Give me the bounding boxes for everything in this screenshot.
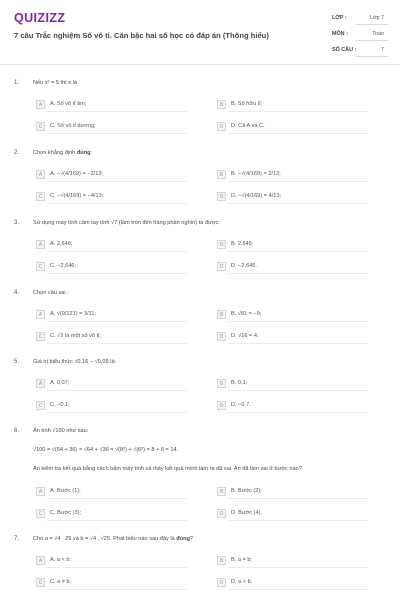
page-header xyxy=(0,0,400,66)
question-number: 1. xyxy=(14,80,20,86)
subject-label: MÔN : xyxy=(332,31,348,37)
option-underline xyxy=(228,133,368,134)
option-letter: C xyxy=(36,332,45,341)
option-underline xyxy=(47,203,187,204)
option-underline xyxy=(47,273,187,274)
option-text: B. 0,1; xyxy=(231,380,248,386)
option-underline xyxy=(228,498,368,499)
option-underline xyxy=(47,390,187,391)
question-text-continued: An kiểm tra kết quả bằng cách bấm máy tính và thấy kết quả mình làm ra đã sai. An đã làm sai ở bước nào? xyxy=(33,466,302,472)
question-text: Chọn câu sai : xyxy=(33,290,69,296)
question-text: An tính √100 như sau: xyxy=(33,428,89,434)
option-underline xyxy=(228,390,368,391)
option-text: A. 2,646; xyxy=(50,241,73,247)
option-letter: B xyxy=(217,310,226,319)
option-underline xyxy=(228,321,368,322)
question-number: 6. xyxy=(14,428,20,434)
option-underline xyxy=(228,111,368,112)
option-letter: A xyxy=(36,487,45,496)
option-text: B. √81 = −9; xyxy=(231,311,262,317)
option-letter: B xyxy=(217,240,226,249)
option-letter: C xyxy=(36,509,45,518)
question-text xyxy=(33,150,92,156)
class-label: LỚP : xyxy=(332,15,347,21)
option-text: D. a > b. xyxy=(231,579,253,585)
option-underline xyxy=(228,589,368,590)
option-text: B. Bước (2); xyxy=(231,488,262,494)
option-letter: C xyxy=(36,262,45,271)
option-text: D. √16 = 4. xyxy=(231,333,259,339)
option-letter: D xyxy=(217,401,226,410)
option-text: C. Bước (3); xyxy=(50,510,82,516)
option-text: B. 2,645; xyxy=(231,241,254,247)
option-letter: D xyxy=(217,122,226,131)
meta-row-subject xyxy=(332,28,388,44)
option-underline xyxy=(47,343,187,344)
meta-box xyxy=(332,12,388,60)
option-underline xyxy=(47,589,187,590)
option-letter: C xyxy=(36,401,45,410)
option-underline xyxy=(47,251,187,252)
option-letter: A xyxy=(36,170,45,179)
option-text: C. √2 là một số vô tỉ; xyxy=(50,333,101,339)
question-text: Sử dụng máy tính cầm tay tính √7 (làm tròn đến hàng phần nghìn) ta được: xyxy=(33,220,220,226)
option-text: A. −√(4/169) = −2/13; xyxy=(50,171,103,177)
option-text: D. −2,645. xyxy=(231,263,257,269)
question-text: Nếu x² = 5 thì x là xyxy=(33,80,77,86)
meta-row-class xyxy=(332,12,388,28)
option-text: C. −√(4/169) = −4/13; xyxy=(50,193,104,199)
option-letter: B xyxy=(217,379,226,388)
option-letter: A xyxy=(36,240,45,249)
option-underline xyxy=(47,567,187,568)
option-letter: A xyxy=(36,556,45,565)
option-underline xyxy=(228,412,368,413)
question-text xyxy=(33,536,193,542)
question-text-prefix: Cho a = √4 . 25 và b = √4 . √25. Phát biểu nào sau đây là xyxy=(33,536,177,542)
option-text: C. a ≠ b; xyxy=(50,579,72,585)
option-letter: C xyxy=(36,122,45,131)
option-underline xyxy=(47,498,187,499)
question-number: 3. xyxy=(14,220,20,226)
question-text-emphasis: đúng xyxy=(76,150,91,156)
question-count-label: SỐ CÂU : xyxy=(332,47,357,53)
option-text: D. Cả A và C. xyxy=(231,123,265,129)
question-text-suffix: ? xyxy=(189,536,194,542)
option-underline xyxy=(228,520,368,521)
question-text: Giá trị biểu thức √0,16 − √0,09 là: xyxy=(33,359,117,365)
option-text: D. Bước (4). xyxy=(231,510,263,516)
question-number: 7. xyxy=(14,536,20,542)
option-underline xyxy=(47,133,187,134)
question-number: 2. xyxy=(14,150,20,156)
option-text: C. Số vô tỉ dương; xyxy=(50,123,96,129)
meta-row-count xyxy=(332,44,388,60)
option-letter: A xyxy=(36,100,45,109)
option-underline xyxy=(228,251,368,252)
option-underline xyxy=(47,181,187,182)
option-underline xyxy=(47,321,187,322)
option-letter: C xyxy=(36,578,45,587)
option-text: D. −√(4/169) = 4/13; xyxy=(231,193,282,199)
option-text: A. Bước (1); xyxy=(50,488,81,494)
option-letter: B xyxy=(217,556,226,565)
option-text: B. Số hữu tỉ; xyxy=(231,101,263,107)
option-underline xyxy=(228,203,368,204)
option-text: B. −√(4/169) = 2/13; xyxy=(231,171,281,177)
option-letter: B xyxy=(217,170,226,179)
question-text-prefix: Chọn khẳng định xyxy=(33,150,77,156)
subject-value: Toán xyxy=(356,31,388,41)
option-letter: D xyxy=(217,509,226,518)
question-number: 5. xyxy=(14,359,20,365)
question-count-value: 7 xyxy=(356,47,388,57)
question-text-suffix: : xyxy=(90,150,93,156)
option-underline xyxy=(47,520,187,521)
option-underline xyxy=(47,412,187,413)
document-title: 7 câu Trắc nghiệm Số vô tỉ. Căn bậc hai số học có đáp án (Thông hiểu) xyxy=(14,31,269,40)
option-letter: D xyxy=(217,192,226,201)
option-letter: A xyxy=(36,310,45,319)
option-text: B. a = b; xyxy=(231,557,252,563)
option-text: A. a < b; xyxy=(50,557,71,563)
option-text: A. √(9/121) = 3/11; xyxy=(50,311,97,317)
option-underline xyxy=(228,181,368,182)
option-text: A. Số vô tỉ âm; xyxy=(50,101,87,107)
option-letter: B xyxy=(217,487,226,496)
option-text: A. 0,07; xyxy=(50,380,70,386)
option-underline xyxy=(228,567,368,568)
question-formula: √100 = √(64 + 36) = √64 + √36 = √(8²) + √(6²) = 8 + 6 = 14. xyxy=(33,447,179,453)
option-letter: A xyxy=(36,379,45,388)
option-letter: D xyxy=(217,262,226,271)
option-underline xyxy=(47,111,187,112)
question-text-emphasis: đúng xyxy=(176,536,190,542)
option-letter: B xyxy=(217,100,226,109)
option-text: C. −2,646; xyxy=(50,263,76,269)
option-underline xyxy=(228,343,368,344)
option-underline xyxy=(228,273,368,274)
option-letter: C xyxy=(36,192,45,201)
header-divider xyxy=(0,64,400,65)
option-text: C. −0,1; xyxy=(50,402,70,408)
question-number: 4. xyxy=(14,290,20,296)
option-letter: D xyxy=(217,332,226,341)
option-text: D. −0,7. xyxy=(231,402,251,408)
class-value: Lớp 7 xyxy=(356,15,388,25)
quizizz-logo: QUIZIZZ xyxy=(14,11,66,25)
option-letter: D xyxy=(217,578,226,587)
